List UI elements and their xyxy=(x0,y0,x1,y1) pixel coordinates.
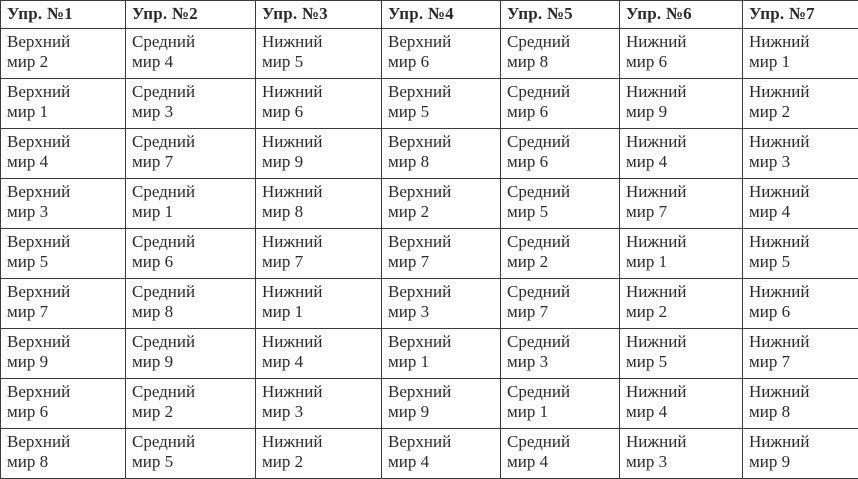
world-level-label: Нижний xyxy=(262,382,381,402)
table-cell xyxy=(382,129,501,179)
world-number-label: мир 3 xyxy=(749,152,858,172)
table-cell xyxy=(1,179,126,229)
world-number-label: мир 6 xyxy=(132,252,255,272)
table-cell xyxy=(1,429,126,479)
world-level-label: Верхний xyxy=(388,32,500,52)
table-cell xyxy=(1,29,126,79)
world-level-label: Нижний xyxy=(626,432,742,452)
table-cell xyxy=(126,179,256,229)
table-cell xyxy=(743,329,858,379)
world-level-label: Средний xyxy=(132,382,255,402)
table-cell xyxy=(382,79,501,129)
world-number-label: мир 8 xyxy=(749,402,858,422)
world-level-label: Нижний xyxy=(749,182,858,202)
table-cell xyxy=(126,329,256,379)
world-number-label: мир 1 xyxy=(626,252,742,272)
table-cell xyxy=(126,279,256,329)
world-level-label: Нижний xyxy=(749,82,858,102)
table-cell xyxy=(620,29,743,79)
world-number-label: мир 3 xyxy=(7,202,125,222)
world-number-label: мир 2 xyxy=(388,202,500,222)
world-number-label: мир 8 xyxy=(132,302,255,322)
table-cell xyxy=(501,29,620,79)
world-number-label: мир 6 xyxy=(7,402,125,422)
world-level-label: Нижний xyxy=(749,232,858,252)
world-number-label: мир 4 xyxy=(132,52,255,72)
world-number-label: мир 5 xyxy=(626,352,742,372)
world-level-label: Верхний xyxy=(7,132,125,152)
table-cell xyxy=(620,229,743,279)
world-level-label: Нижний xyxy=(749,32,858,52)
table-cell xyxy=(743,79,858,129)
column-header: Упр. №2 xyxy=(126,1,256,29)
world-level-label: Средний xyxy=(507,132,619,152)
world-level-label: Верхний xyxy=(7,82,125,102)
table-cell xyxy=(620,429,743,479)
column-header: Упр. №7 xyxy=(743,1,858,29)
world-number-label: мир 6 xyxy=(507,152,619,172)
world-level-label: Нижний xyxy=(262,432,381,452)
world-level-label: Нижний xyxy=(749,132,858,152)
world-level-label: Верхний xyxy=(7,332,125,352)
world-number-label: мир 4 xyxy=(507,452,619,472)
table-body xyxy=(1,29,858,479)
table-cell xyxy=(256,279,382,329)
world-number-label: мир 9 xyxy=(749,452,858,472)
world-level-label: Верхний xyxy=(388,132,500,152)
world-level-label: Средний xyxy=(507,32,619,52)
world-number-label: мир 9 xyxy=(132,352,255,372)
table-cell xyxy=(501,279,620,329)
table-row xyxy=(1,179,858,229)
table-cell xyxy=(501,329,620,379)
world-number-label: мир 4 xyxy=(262,352,381,372)
column-header: Упр. №1 xyxy=(1,1,126,29)
table-cell xyxy=(256,29,382,79)
world-level-label: Верхний xyxy=(7,182,125,202)
table-row xyxy=(1,279,858,329)
table-cell xyxy=(743,429,858,479)
world-level-label: Средний xyxy=(507,332,619,352)
world-number-label: мир 1 xyxy=(262,302,381,322)
table-header-row xyxy=(1,1,858,29)
table-cell xyxy=(256,379,382,429)
table-cell xyxy=(256,429,382,479)
world-level-label: Средний xyxy=(507,282,619,302)
table-cell xyxy=(382,329,501,379)
table-row xyxy=(1,229,858,279)
world-level-label: Нижний xyxy=(262,182,381,202)
world-number-label: мир 8 xyxy=(7,452,125,472)
world-number-label: мир 9 xyxy=(7,352,125,372)
table-cell xyxy=(382,229,501,279)
world-level-label: Нижний xyxy=(626,32,742,52)
table-cell xyxy=(382,379,501,429)
world-number-label: мир 4 xyxy=(749,202,858,222)
world-number-label: мир 7 xyxy=(626,202,742,222)
world-number-label: мир 2 xyxy=(507,252,619,272)
world-level-label: Средний xyxy=(132,132,255,152)
table-cell xyxy=(1,279,126,329)
world-level-label: Нижний xyxy=(749,282,858,302)
world-number-label: мир 5 xyxy=(7,252,125,272)
world-level-label: Нижний xyxy=(262,32,381,52)
world-level-label: Нижний xyxy=(626,382,742,402)
world-level-label: Нижний xyxy=(749,332,858,352)
world-number-label: мир 5 xyxy=(749,252,858,272)
world-number-label: мир 6 xyxy=(507,102,619,122)
table-cell xyxy=(382,179,501,229)
table-cell xyxy=(256,129,382,179)
world-number-label: мир 3 xyxy=(132,102,255,122)
world-level-label: Средний xyxy=(132,82,255,102)
world-level-label: Верхний xyxy=(388,332,500,352)
world-level-label: Нижний xyxy=(626,332,742,352)
world-level-label: Средний xyxy=(132,282,255,302)
world-number-label: мир 9 xyxy=(626,102,742,122)
table-cell xyxy=(620,279,743,329)
world-level-label: Нижний xyxy=(626,232,742,252)
world-level-label: Верхний xyxy=(388,432,500,452)
world-number-label: мир 1 xyxy=(507,402,619,422)
world-level-label: Нижний xyxy=(749,432,858,452)
table-cell xyxy=(501,129,620,179)
table-cell xyxy=(1,129,126,179)
table-cell xyxy=(501,79,620,129)
world-level-label: Средний xyxy=(132,332,255,352)
table-cell xyxy=(382,429,501,479)
table-cell xyxy=(743,279,858,329)
table-cell xyxy=(256,79,382,129)
column-header: Упр. №5 xyxy=(501,1,620,29)
table-cell xyxy=(501,179,620,229)
table-cell xyxy=(743,129,858,179)
world-number-label: мир 3 xyxy=(388,302,500,322)
world-number-label: мир 5 xyxy=(132,452,255,472)
world-number-label: мир 3 xyxy=(626,452,742,472)
world-level-label: Нижний xyxy=(626,82,742,102)
world-level-label: Верхний xyxy=(388,182,500,202)
world-number-label: мир 7 xyxy=(132,152,255,172)
world-number-label: мир 8 xyxy=(262,202,381,222)
world-number-label: мир 5 xyxy=(507,202,619,222)
table-cell xyxy=(1,79,126,129)
world-level-label: Нижний xyxy=(262,132,381,152)
world-number-label: мир 1 xyxy=(388,352,500,372)
world-level-label: Нижний xyxy=(262,232,381,252)
world-number-label: мир 6 xyxy=(262,102,381,122)
world-level-label: Верхний xyxy=(7,282,125,302)
table-cell xyxy=(743,179,858,229)
table-cell xyxy=(256,229,382,279)
world-level-label: Средний xyxy=(507,82,619,102)
table-cell xyxy=(501,229,620,279)
world-number-label: мир 4 xyxy=(7,152,125,172)
table-cell xyxy=(126,429,256,479)
table-row xyxy=(1,79,858,129)
world-number-label: мир 8 xyxy=(388,152,500,172)
table-cell xyxy=(256,179,382,229)
table-cell xyxy=(501,429,620,479)
table-cell xyxy=(1,229,126,279)
world-number-label: мир 7 xyxy=(7,302,125,322)
world-number-label: мир 7 xyxy=(262,252,381,272)
column-header: Упр. №3 xyxy=(256,1,382,29)
table-cell xyxy=(126,29,256,79)
world-number-label: мир 7 xyxy=(388,252,500,272)
world-number-label: мир 5 xyxy=(388,102,500,122)
world-number-label: мир 2 xyxy=(626,302,742,322)
table-cell xyxy=(382,279,501,329)
world-number-label: мир 4 xyxy=(388,452,500,472)
world-level-label: Верхний xyxy=(7,232,125,252)
world-number-label: мир 4 xyxy=(626,402,742,422)
table-row xyxy=(1,129,858,179)
world-number-label: мир 7 xyxy=(507,302,619,322)
table-cell xyxy=(126,129,256,179)
table-cell xyxy=(743,229,858,279)
world-level-label: Верхний xyxy=(7,32,125,52)
world-number-label: мир 3 xyxy=(507,352,619,372)
column-header: Упр. №4 xyxy=(382,1,501,29)
table-row xyxy=(1,379,858,429)
table-cell xyxy=(620,79,743,129)
world-level-label: Средний xyxy=(507,232,619,252)
table-cell xyxy=(256,329,382,379)
world-level-label: Средний xyxy=(132,432,255,452)
world-number-label: мир 4 xyxy=(626,152,742,172)
world-number-label: мир 6 xyxy=(388,52,500,72)
table-cell xyxy=(382,29,501,79)
world-number-label: мир 1 xyxy=(749,52,858,72)
table-cell xyxy=(743,379,858,429)
table-cell xyxy=(126,229,256,279)
table-cell xyxy=(126,79,256,129)
world-level-label: Средний xyxy=(507,382,619,402)
world-number-label: мир 2 xyxy=(7,52,125,72)
world-number-label: мир 8 xyxy=(507,52,619,72)
table-row xyxy=(1,329,858,379)
world-level-label: Верхний xyxy=(7,382,125,402)
world-number-label: мир 1 xyxy=(7,102,125,122)
world-number-label: мир 2 xyxy=(132,402,255,422)
column-header: Упр. №6 xyxy=(620,1,743,29)
world-level-label: Верхний xyxy=(388,282,500,302)
table-cell xyxy=(743,29,858,79)
world-number-label: мир 1 xyxy=(132,202,255,222)
world-number-label: мир 7 xyxy=(749,352,858,372)
table-cell xyxy=(1,379,126,429)
world-level-label: Средний xyxy=(132,182,255,202)
table-row xyxy=(1,29,858,79)
world-level-label: Средний xyxy=(132,232,255,252)
world-number-label: мир 6 xyxy=(749,302,858,322)
world-number-label: мир 9 xyxy=(388,402,500,422)
world-level-label: Верхний xyxy=(7,432,125,452)
world-number-label: мир 9 xyxy=(262,152,381,172)
world-level-label: Нижний xyxy=(262,82,381,102)
table-cell xyxy=(620,329,743,379)
world-number-label: мир 5 xyxy=(262,52,381,72)
world-number-label: мир 3 xyxy=(262,402,381,422)
world-level-label: Нижний xyxy=(626,282,742,302)
world-level-label: Верхний xyxy=(388,232,500,252)
world-number-label: мир 2 xyxy=(749,102,858,122)
world-level-label: Нижний xyxy=(749,382,858,402)
world-level-label: Нижний xyxy=(262,332,381,352)
table-cell xyxy=(1,329,126,379)
table-cell xyxy=(126,379,256,429)
table-cell xyxy=(501,379,620,429)
table-cell xyxy=(620,129,743,179)
table-row xyxy=(1,429,858,479)
world-level-label: Средний xyxy=(132,32,255,52)
world-level-label: Средний xyxy=(507,182,619,202)
table-cell xyxy=(620,179,743,229)
world-level-label: Верхний xyxy=(388,82,500,102)
world-level-label: Нижний xyxy=(626,132,742,152)
world-level-label: Нижний xyxy=(262,282,381,302)
world-level-label: Верхний xyxy=(388,382,500,402)
table-cell xyxy=(620,379,743,429)
world-level-label: Средний xyxy=(507,432,619,452)
world-number-label: мир 2 xyxy=(262,452,381,472)
world-number-label: мир 6 xyxy=(626,52,742,72)
world-level-label: Нижний xyxy=(626,182,742,202)
